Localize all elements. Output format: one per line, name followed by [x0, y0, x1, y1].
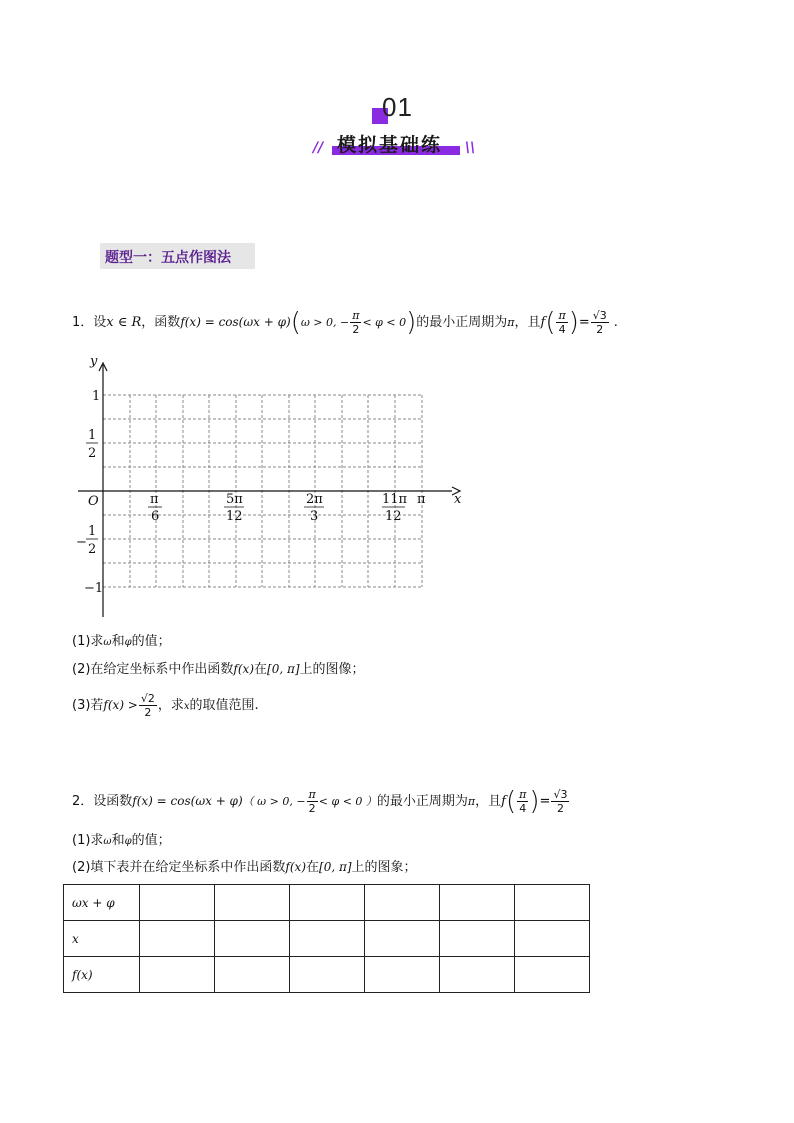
coordinate-grid [60, 345, 480, 625]
table-cell [515, 957, 590, 993]
section-tag [100, 243, 255, 269]
x-tick-5pi12-num: 5π [226, 492, 243, 507]
section-tag-label: 题型一：五点作图法 [105, 250, 231, 266]
y-tick-neg-half-den: 2 [88, 542, 97, 557]
table-cell [140, 921, 215, 957]
table-cell [365, 885, 440, 921]
table-cell [440, 885, 515, 921]
table-cell [290, 921, 365, 957]
x-tick-11pi12-den: 12 [385, 509, 402, 524]
q1-sub2: (2)在给定坐标系中作出函数f(x)在[0, π]上的图像； [72, 662, 365, 677]
title-slash-right: \\ [465, 140, 476, 156]
table-row-label: x [64, 921, 140, 957]
table-cell [140, 957, 215, 993]
title-slash-left: // [313, 140, 324, 156]
y-tick-neg-half-num: 1 [88, 524, 97, 539]
table-cell [515, 921, 590, 957]
x-tick-11pi12-num: 11π [382, 492, 408, 507]
q2-sub2: (2)填下表并在给定坐标系中作出函数f(x)在[0, π]上的图象； [72, 860, 417, 875]
x-tick-pi6-den: 6 [151, 509, 160, 524]
x-tick-5pi12-den: 12 [226, 509, 243, 524]
y-axis-label: y [90, 354, 98, 369]
x-tick-2pi3-den: 3 [310, 509, 319, 524]
table-cell [440, 957, 515, 993]
y-tick-1: 1 [92, 389, 101, 404]
x-tick-pi6-num: π [150, 492, 159, 507]
table-cell [290, 885, 365, 921]
table-row [64, 921, 590, 957]
table-cell [215, 921, 290, 957]
q2-statement: 2．设函数f(x) = cos(ωx + φ)（ ω > 0, − $\frac{\pi}{2}$ < φ < 0 ）的最小正周期为π，且f( $\frac{\pi}{4}$ )= $\frac{√3}{2}$ [72, 786, 568, 817]
table-cell [365, 957, 440, 993]
y-tick-neg-half-sign: − [76, 535, 87, 550]
table-row-label: f(x) [64, 957, 140, 993]
section-number: 01 [382, 92, 413, 122]
table-row [64, 957, 590, 993]
x-axis-label: x [454, 492, 462, 507]
q1-sub3: (3)若f(x) > $\frac{√2}{2}$ ，求x的取值范围. [72, 692, 259, 719]
page-title: 模拟基础练 [337, 134, 443, 156]
origin-label: O [88, 494, 99, 509]
table-cell [215, 885, 290, 921]
y-tick-half-num: 1 [88, 428, 97, 443]
table-cell [515, 885, 590, 921]
q2-sub1: (1)求ω和φ的值； [72, 833, 171, 848]
y-tick-neg-1: −1 [84, 581, 104, 596]
q1-statement: 1．设x ∈ R，函数f(x) = cos(ωx + φ)(ω > 0, − $\frac{\pi}{2}$ < φ < 0)的最小正周期为π，且f( $\frac{\pi}{4}$ )= $\frac{√3}{2}$ . [72, 307, 618, 338]
q2-table [63, 884, 590, 993]
table-cell [440, 921, 515, 957]
y-tick-half-den: 2 [88, 446, 97, 461]
table-row-label: ωx + φ [64, 885, 140, 921]
x-tick-2pi3-num: 2π [306, 492, 323, 507]
table-cell [140, 885, 215, 921]
table-cell [290, 957, 365, 993]
table-cell [365, 921, 440, 957]
table-row [64, 885, 590, 921]
q1-sub1: (1)求ω和φ的值； [72, 634, 171, 649]
x-tick-pi: π [417, 492, 426, 507]
table-cell [215, 957, 290, 993]
